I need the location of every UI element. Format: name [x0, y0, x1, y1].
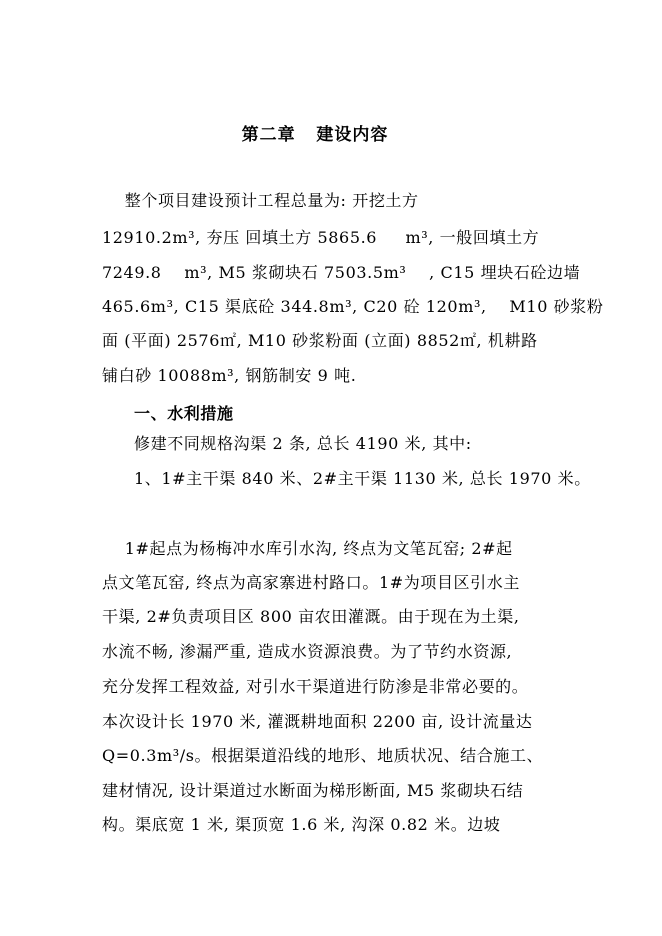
- paragraph1-line-2: 12910.2m³, 夯压 回填土方 5865.6 m³, 一般回填土方: [102, 228, 540, 247]
- section-heading-water-measures: 一、水利措施: [134, 404, 234, 423]
- paragraph2-line-3: 干渠, 2#负责项目区 800 亩农田灌溉。由于现在为土渠,: [102, 607, 520, 626]
- paragraph1-line-6: 铺白砂 10088m³, 钢筋制安 9 吨.: [102, 366, 357, 385]
- section1-line-2: 1、1#主干渠 840 米、2#主干渠 1130 米, 总长 1970 米。: [134, 469, 591, 488]
- section1-line-1: 修建不同规格沟渠 2 条, 总长 4190 米, 其中:: [134, 434, 472, 453]
- paragraph2-line-2: 点文笔瓦窑, 终点为高家寨进村路口。1#为项目区引水主: [102, 573, 520, 592]
- paragraph2-line-9: 构。渠底宽 1 米, 渠顶宽 1.6 米, 沟深 0.82 米。边坡: [102, 815, 501, 834]
- paragraph2-line-6: 本次设计长 1970 米, 灌溉耕地面积 2200 亩, 设计流量达: [102, 712, 533, 731]
- paragraph2-line-7: Q=0.3m³/s。根据渠道沿线的地形、地质状况、结合施工、: [102, 746, 544, 765]
- paragraph1-line-4: 465.6m³, C15 渠底砼 344.8m³, C20 砼 120m³, M10 砂浆粉: [102, 297, 604, 316]
- paragraph1-line-5: 面 (平面) 2576㎡, M10 砂浆粉面 (立面) 8852㎡, 机耕路: [102, 331, 538, 350]
- paragraph1-line-1: 整个项目建设预计工程总量为: 开挖土方: [102, 191, 419, 210]
- chapter-title: 第二章 建设内容: [241, 125, 389, 145]
- paragraph2-line-1: 1#起点为杨梅冲水库引水沟, 终点为文笔瓦窑; 2#起: [102, 539, 513, 558]
- paragraph2-line-8: 建材情况, 设计渠道过水断面为梯形断面, M5 浆砌块石结: [102, 781, 524, 800]
- paragraph1-line-3: 7249.8 m³, M5 浆砌块石 7503.5m³ , C15 埋块石砼边墙: [102, 263, 581, 282]
- paragraph2-line-4: 水流不畅, 渗漏严重, 造成水资源浪费。为了节约水资源,: [102, 642, 513, 661]
- paragraph2-line-5: 充分发挥工程效益, 对引水干渠道进行防渗是非常必要的。: [102, 677, 529, 696]
